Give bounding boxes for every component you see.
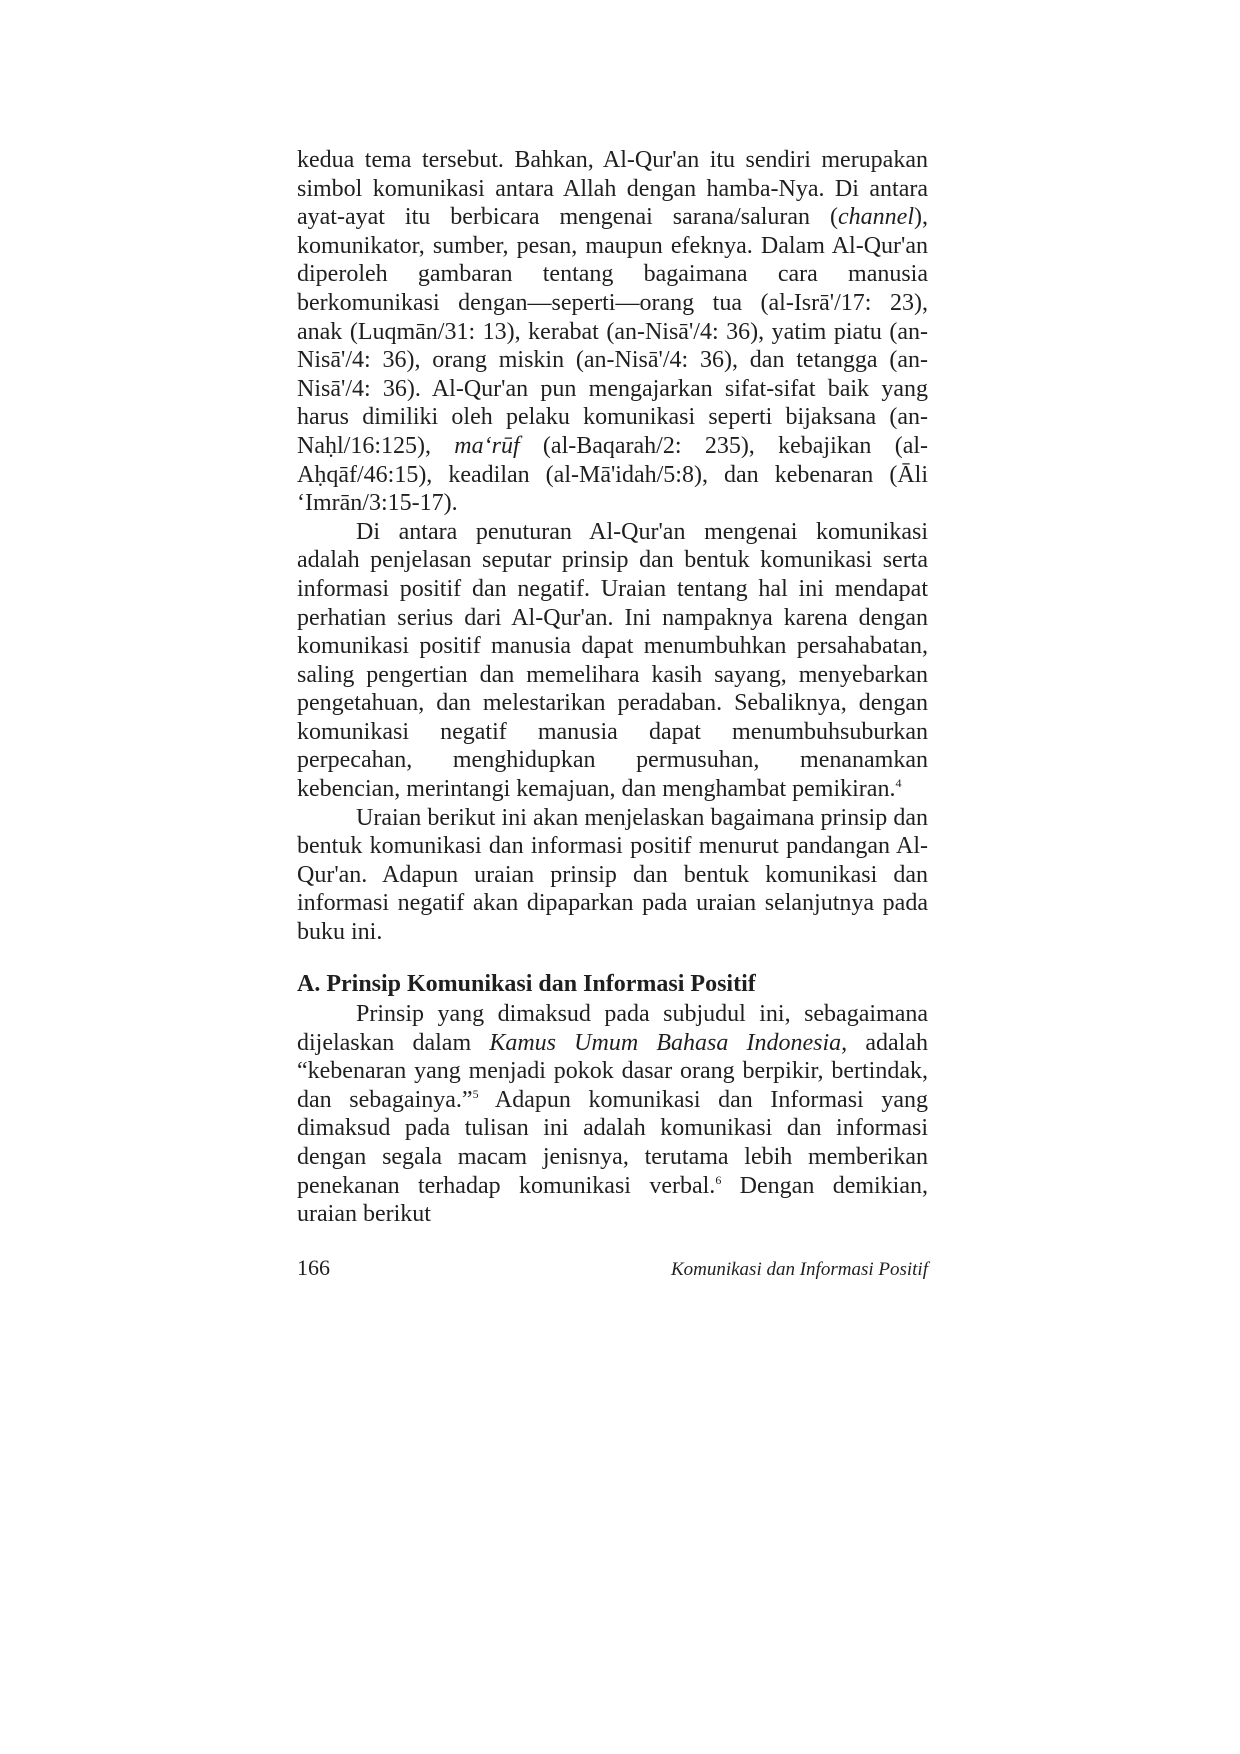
italic-text: channel — [838, 204, 914, 231]
text-run: Di antara penuturan Al-Qur'an mengenai komunikasi adalah penjelasan seputar prinsip dan bentuk komunikasi serta informasi positif dan negatif. Uraian tentang hal ini mendapat perhatian serius dari Al-Qur'an. Ini nampaknya karena dengan komunikasi positif manusia dapat menumbuhkan persahabatan, saling pengertian dan memelihara kasih sayang, menyebarkan pengetahuan, dan melestarikan peradaban. Sebaliknya, dengan komunikasi negatif manusia dapat menumbuhsuburkan perpecahan, menghidupkan permusuhan, menanamkan kebencian, merintangi kemajuan, dan menghambat pemikiran. — [297, 518, 928, 803]
text-run: ), komunikator, sumber, pesan, maupun efeknya. Dalam Al-Qur'an diperoleh gambaran tentang bagaimana cara manusia berkomunikasi dengan—seperti—orang tua (al-Isrā'/17: 23), anak (Luqmān/31: 13), kerabat (an-Nisā'/4: 36), yatim piatu (an-Nisā'/4: 36), orang miskin (an-Nisā'/4: 36), dan tetangga (an-Nisā'/4: 36). Al-Qur'an pun mengajarkan sifat-sifat baik yang harus dimiliki oleh pelaku komunikasi seperti bijaksana (an-Naḥl/16:125), — [297, 204, 928, 459]
section-heading: A. Prinsip Komunikasi dan Informasi Positif — [297, 971, 756, 997]
text-run: (al-Baqarah/2: 235), kebajikan (al-Aḥqāf/46:15), keadilan (al-Mā'idah/5:8), dan kebenaran (Āli ‘Imrān/3:15-17). — [297, 432, 928, 517]
text-run: Dengan demikian, uraian berikut — [297, 1172, 929, 1228]
paragraph — [297, 804, 928, 947]
footnote-ref: 5 — [472, 1086, 479, 1101]
text-run: adalah “kebenaran yang menjadi pokok dasar orang berpikir, bertindak, dan sebagainya.” — [297, 1029, 928, 1113]
italic-text: Kamus Umum Bahasa Indonesia, — [489, 1029, 848, 1056]
body-text-top — [297, 146, 928, 947]
text-run: Prinsip yang dimaksud pada subjudul ini, sebagaimana dijelaskan dalam — [297, 1001, 928, 1056]
italic-text: ma‘rūf — [454, 432, 520, 459]
paragraph — [297, 146, 928, 518]
footnote-ref: 4 — [895, 776, 902, 791]
running-title: Komunikasi dan Informasi Positif — [670, 1259, 928, 1280]
text-run: Uraian berikut ini akan menjelaskan bagaimana prinsip dan bentuk komunikasi dan informasi positif menurut pandangan Al-Qur'an. Adapun uraian prinsip dan bentuk komunikasi dan informasi negatif akan dipaparkan pada uraian selanjutnya pada buku ini. — [297, 804, 928, 946]
paragraph — [297, 1000, 928, 1229]
footnote-ref: 6 — [715, 1172, 722, 1187]
text-run: Adapun komunikasi dan Informasi yang dimaksud pada tulisan ini adalah komunikasi dan informasi dengan segala macam jenisnya, terutama lebih memberikan penekanan terhadap komunikasi verbal. — [297, 1086, 929, 1199]
page-number: 166 — [297, 1255, 330, 1280]
body-text-bottom — [297, 1000, 928, 1229]
text-run: kedua tema tersebut. Bahkan, Al-Qur'an itu sendiri merupakan simbol komunikasi antara Allah dengan hamba-Nya. Di antara ayat-ayat itu berbicara mengenai sarana/saluran ( — [297, 147, 928, 231]
paragraph — [297, 518, 928, 804]
